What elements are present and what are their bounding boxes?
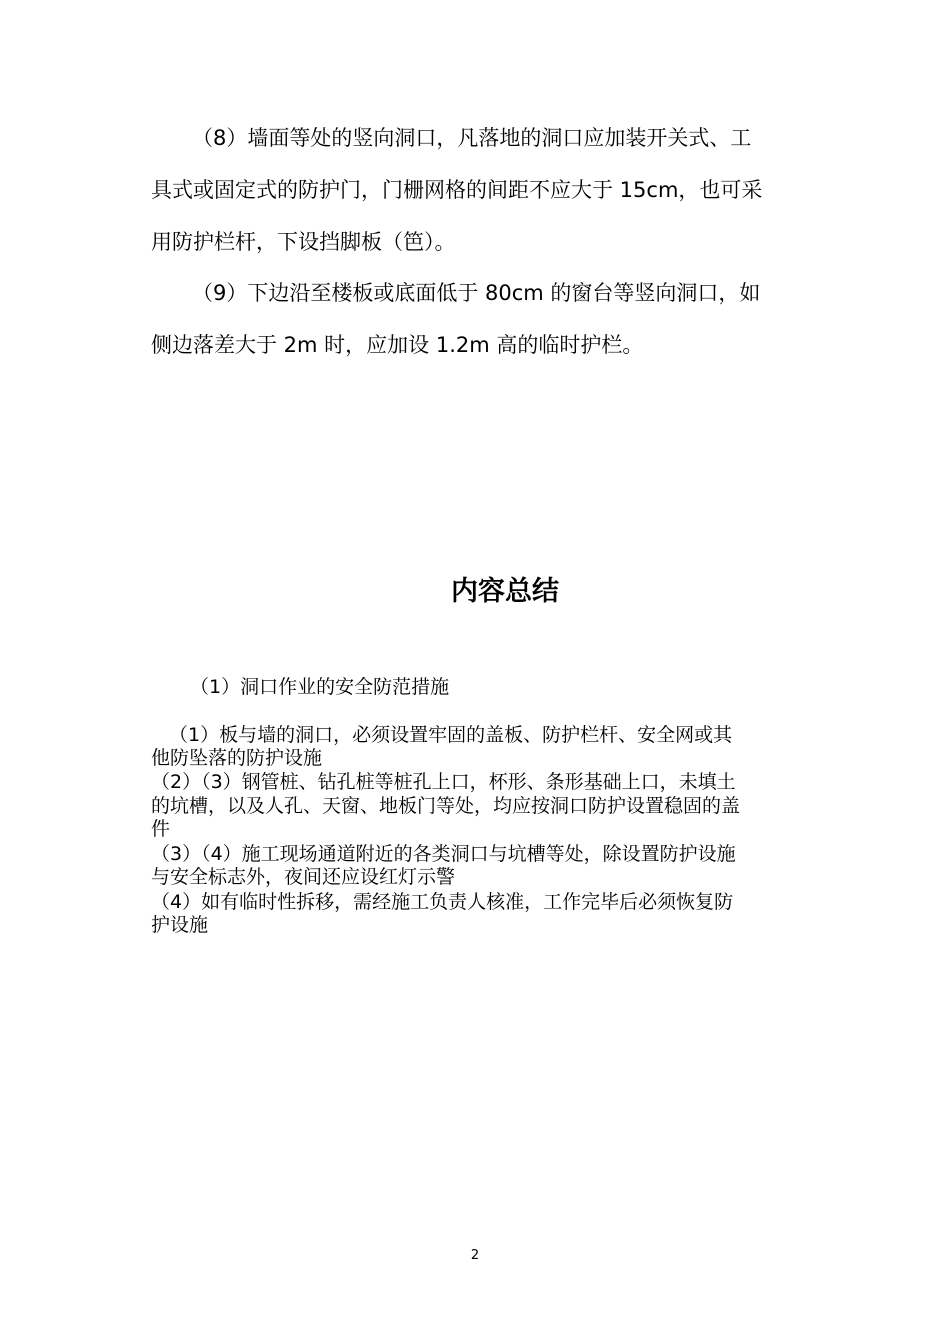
summary-item-4-line2: 护设施 xyxy=(151,914,209,936)
summary-subheading: （1）洞口作业的安全防范措施 xyxy=(190,676,450,698)
summary-item-2-line3: 件 xyxy=(151,818,171,840)
summary-item-1-line1: （1）板与墙的洞口，必须设置牢固的盖板、防护栏杆、安全网或其 xyxy=(169,724,733,746)
summary-item-2-line1: （2）（3）钢管桩、钻孔桩等桩孔上口，杯形、条形基础上口，未填土 xyxy=(151,771,736,793)
summary-item-4-line1: （4）如有临时性拆移，需经施工负责人核准，工作完毕后必须恢复防 xyxy=(151,891,734,913)
summary-item-3-line2: 与安全标志外，夜间还应设红灯示警 xyxy=(151,866,456,888)
summary-item-1-line2: 他防坠落的防护设施 xyxy=(151,747,323,769)
summary-heading: 内容总结 xyxy=(451,576,559,607)
para8-line3: 用防护栏杆，下设挡脚板（笆）。 xyxy=(151,230,456,254)
page-number: 2 xyxy=(470,1248,480,1263)
para9-line2: 侧边落差大于 2m 时，应加设 1.2m 高的临时护栏。 xyxy=(151,333,644,357)
para8-line2: 具式或固定式的防护门，门栅网格的间距不应大于 15cm，也可采 xyxy=(151,178,763,202)
summary-item-3-line1: （3）（4）施工现场通道附近的各类洞口与坑槽等处，除设置防护设施 xyxy=(151,843,736,865)
summary-item-2-line2: 的坑槽，以及人孔、天窗、地板门等处，均应按洞口防护设置稳固的盖 xyxy=(151,795,741,817)
para8-line1: （8）墙面等处的竖向洞口，凡落地的洞口应加装开关式、工 xyxy=(192,126,752,150)
para9-line1: （9）下边沿至楼板或底面低于 80cm 的窗台等竖向洞口，如 xyxy=(192,281,761,305)
